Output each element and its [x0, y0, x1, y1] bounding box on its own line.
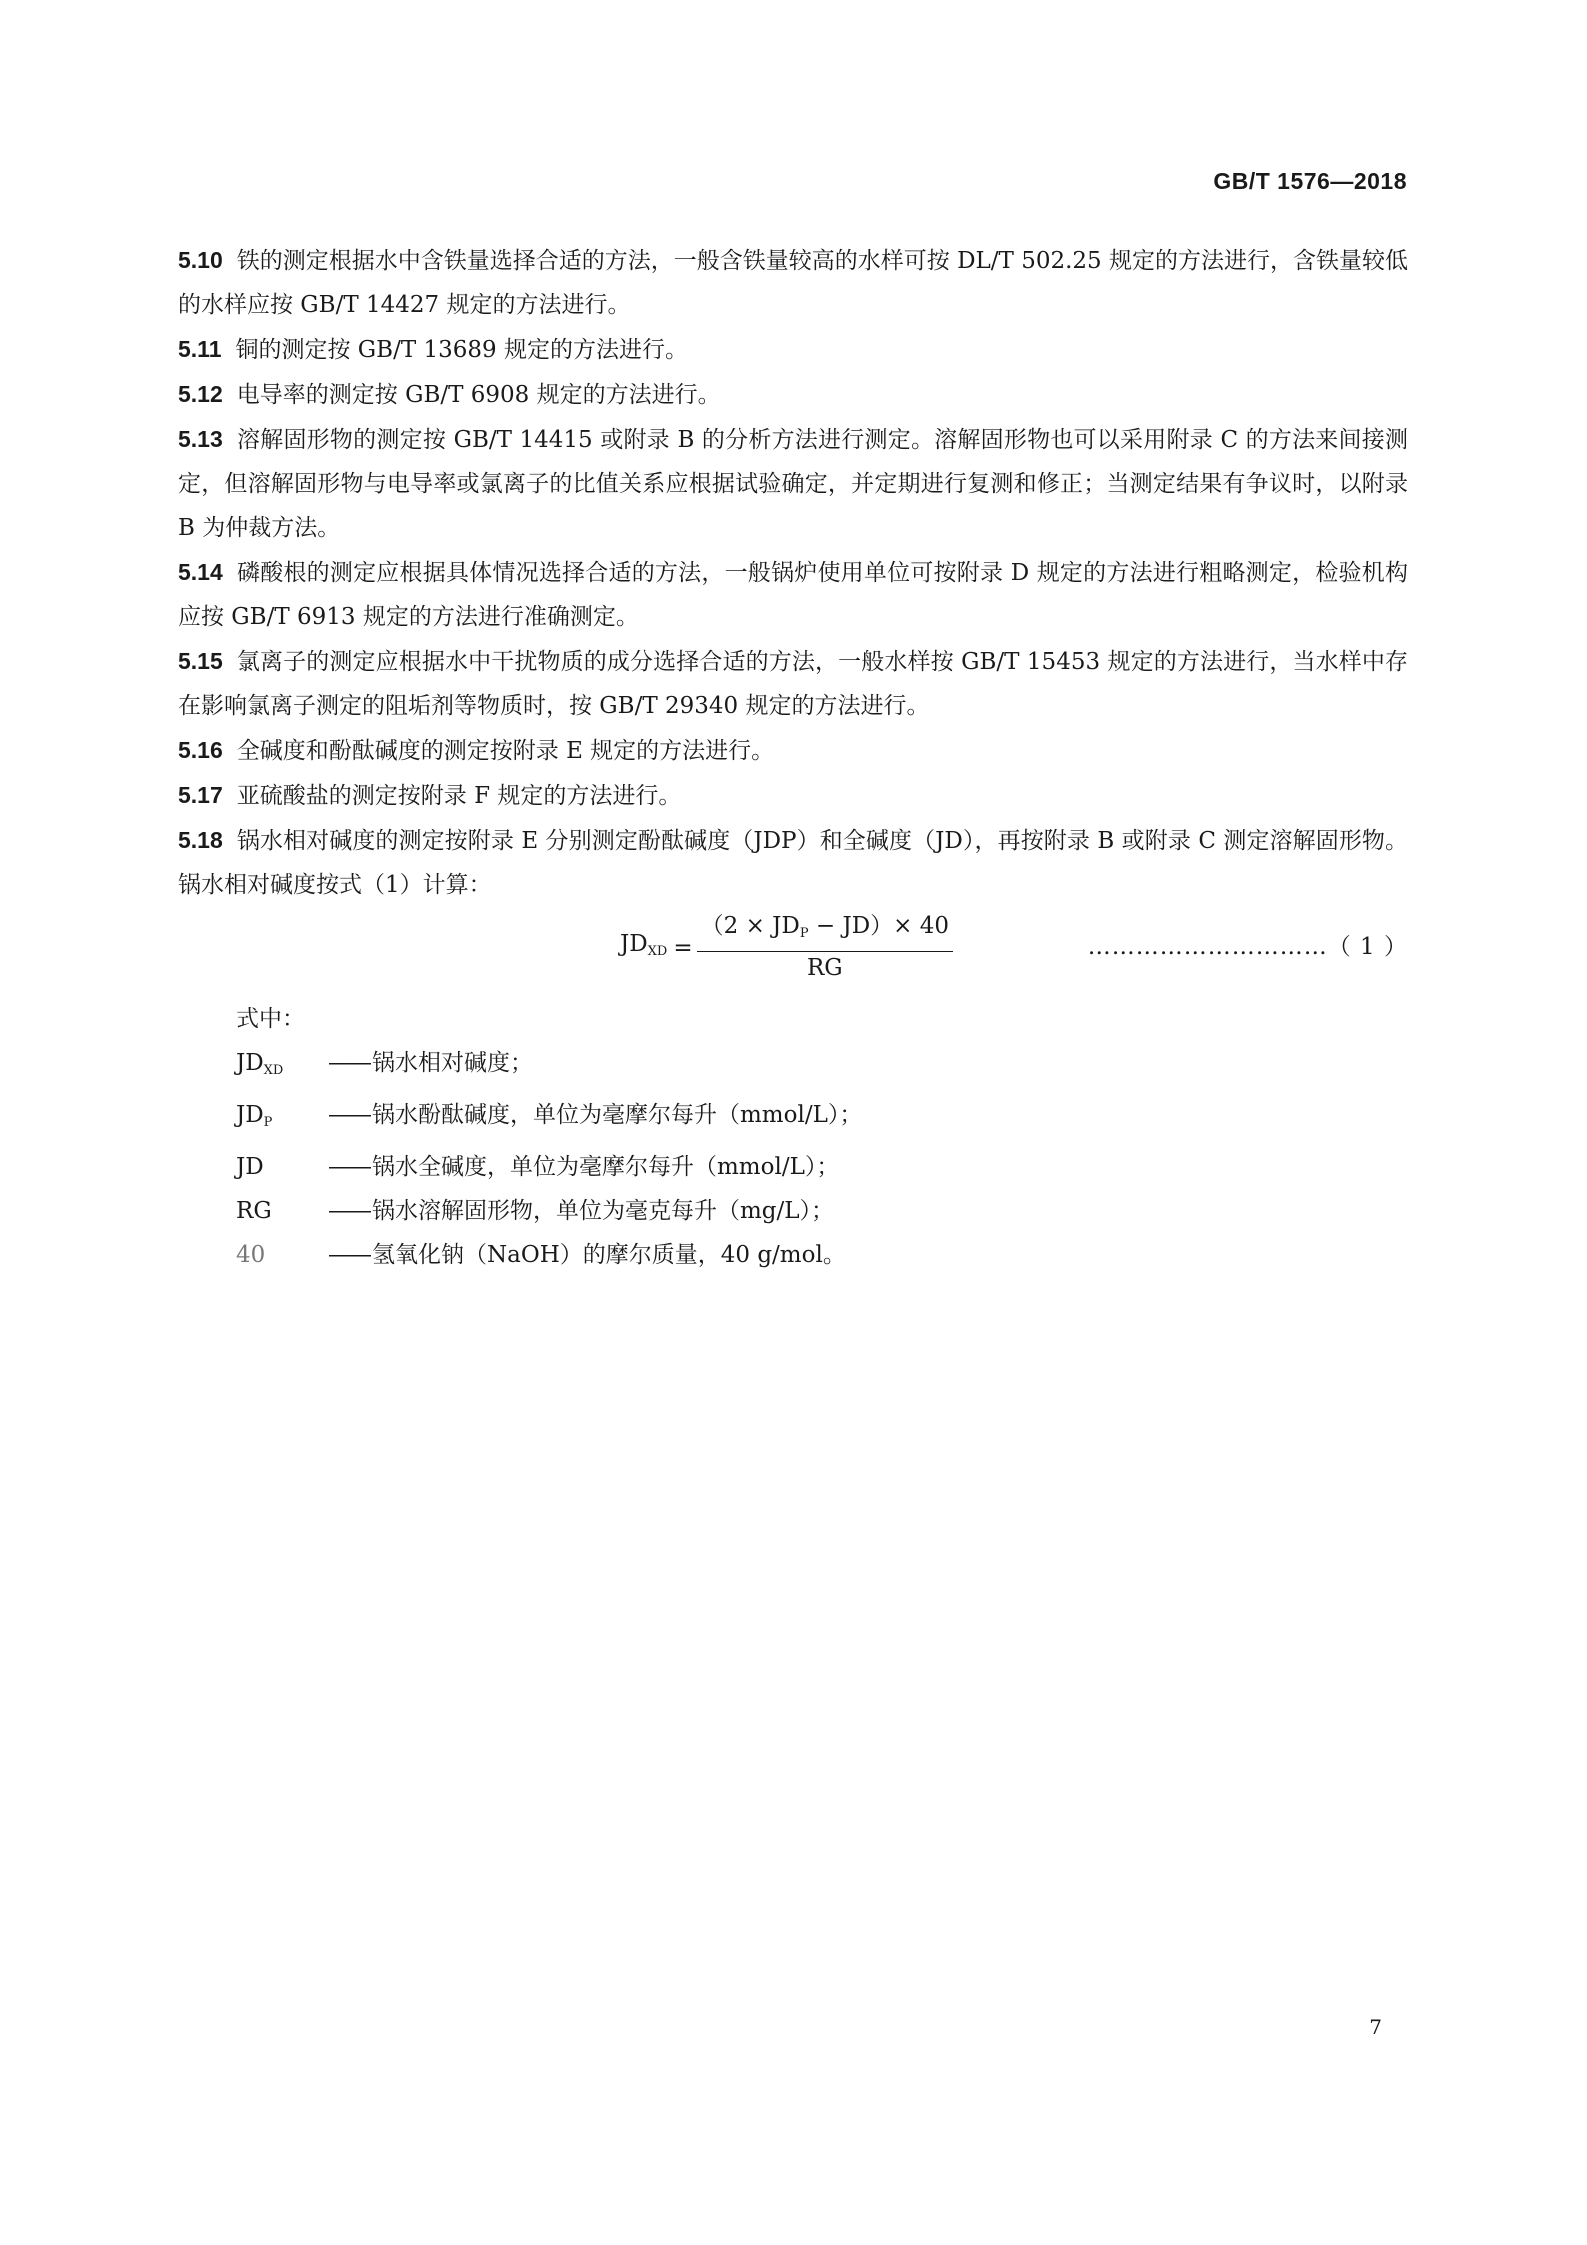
definition-row [236, 1145, 1408, 1189]
relative-alkalinity-formula [620, 911, 953, 984]
symbol-main: JD [236, 1102, 264, 1128]
clause-5-14 [178, 550, 1408, 639]
symbol-subscript: XD [263, 1063, 284, 1078]
definition-dash: —— [328, 1198, 370, 1224]
definition-row [236, 1041, 1408, 1093]
formula-block [178, 907, 1408, 983]
definition-text: 锅水全碱度，单位为毫摩尔每升（mmol/L）； [372, 1154, 840, 1180]
clause-text: 溶解固形物的测定按 GB/T 14415 或附录 B 的分析方法进行测定。溶解固形物也可以采用附录 C 的方法来间接测定，但溶解固形物与电导率或氯离子的比值关系应根据试验确定，并定期进行复测和修正；当测定结果有争议时，以附录 B 为仲裁方法。 [178, 427, 1408, 541]
definition-dash: —— [328, 1154, 370, 1180]
clause-number: 5.15 [178, 648, 223, 674]
numerator-part: （2 × JD [700, 913, 800, 939]
symbol-main: JD [236, 1154, 264, 1180]
standard-id-header: GB/T 1576—2018 [1213, 168, 1407, 194]
clause-5-17 [178, 773, 1408, 818]
symbol-subscript: P [263, 1115, 273, 1130]
clause-number: 5.16 [178, 737, 223, 763]
clause-text: 氯离子的测定应根据水中干扰物质的成分选择合适的方法，一般水样按 GB/T 15453 规定的方法进行，当水样中存在影响氯离子测定的阻垢剂等物质时，按 GB/T 29340 规定的方法进行。 [178, 649, 1408, 719]
definition-row [236, 1093, 1408, 1145]
definition-dash: —— [328, 1050, 370, 1076]
definition-dash: —— [328, 1102, 370, 1128]
formula-lhs-subscript: XD [647, 943, 668, 959]
document-body [178, 238, 1408, 1277]
symbol-main: JD [236, 1050, 264, 1076]
numerator-subscript: P [799, 926, 809, 941]
clause-number: 5.10 [178, 247, 223, 273]
definition-text: 锅水酚酞碱度，单位为毫摩尔每升（mmol/L）； [372, 1102, 863, 1128]
definition-text: 锅水溶解固形物，单位为毫克每升（mg/L）； [372, 1198, 835, 1224]
definition-symbol [236, 1189, 328, 1233]
clause-number: 5.11 [178, 336, 222, 362]
definition-symbol [236, 1041, 328, 1093]
equation-number: …………………………（ 1 ） [1087, 934, 1408, 960]
clause-text: 电导率的测定按 GB/T 6908 规定的方法进行。 [236, 382, 721, 408]
numerator-part: − JD）× 40 [808, 913, 949, 939]
clause-text: 磷酸根的测定应根据具体情况选择合适的方法，一般锅炉使用单位可按附录 D 规定的方法进行粗略测定，检验机构应按 GB/T 6913 规定的方法进行准确测定。 [178, 560, 1408, 630]
definition-text: 氢氧化钠（NaOH）的摩尔质量，40 g/mol。 [372, 1242, 846, 1268]
formula-equals: = [673, 934, 693, 961]
definition-row [236, 1189, 1408, 1233]
formula-fraction [697, 911, 953, 984]
clause-5-12 [178, 372, 1408, 417]
clause-text: 亚硫酸盐的测定按附录 F 规定的方法进行。 [236, 783, 682, 809]
clause-5-11 [178, 327, 1408, 372]
page-number: 7 [1369, 2015, 1382, 2039]
clause-number: 5.17 [178, 782, 223, 808]
clause-text: 铁的测定根据水中含铁量选择合适的方法，一般含铁量较高的水样可按 DL/T 502.25 规定的方法进行，含铁量较低的水样应按 GB/T 14427 规定的方法进行。 [178, 248, 1408, 318]
clause-number: 5.18 [178, 827, 223, 853]
clause-5-10 [178, 238, 1408, 327]
definition-row [236, 1233, 1408, 1277]
formula-lhs [620, 922, 667, 974]
clause-number: 5.13 [178, 426, 223, 452]
clause-5-13 [178, 417, 1408, 550]
clause-5-16 [178, 728, 1408, 773]
symbol-main: 40 [236, 1242, 266, 1268]
formula-denominator: RG [806, 955, 843, 981]
where-label: 式中： [236, 1006, 305, 1032]
symbol-main: RG [236, 1198, 272, 1224]
definition-symbol [236, 1093, 328, 1145]
definition-symbol [236, 1145, 328, 1189]
clause-number: 5.14 [178, 559, 223, 585]
clause-5-15 [178, 639, 1408, 728]
clause-text: 全碱度和酚酞碱度的测定按附录 E 规定的方法进行。 [236, 738, 775, 764]
definition-symbol [236, 1233, 328, 1277]
symbol-definitions [236, 1041, 1408, 1277]
clause-5-18 [178, 818, 1408, 907]
definition-text: 锅水相对碱度； [372, 1050, 533, 1076]
clause-text: 锅水相对碱度的测定按附录 E 分别测定酚酞碱度（JDP）和全碱度（JD），再按附录 B 或附录 C 测定溶解固形物。锅水相对碱度按式（1）计算： [178, 828, 1408, 898]
clause-number: 5.12 [178, 381, 223, 407]
formula-lhs-symbol: JD [620, 930, 648, 957]
clause-text: 铜的测定按 GB/T 13689 规定的方法进行。 [235, 337, 688, 363]
formula-numerator [697, 911, 953, 952]
definition-dash: —— [328, 1242, 370, 1268]
